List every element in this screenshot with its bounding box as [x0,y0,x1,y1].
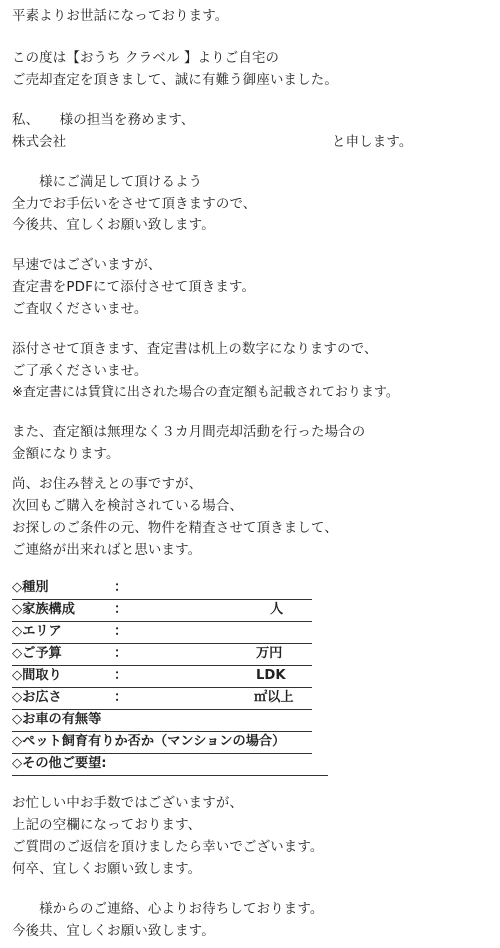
commitment-line-2: 全力でお手伝いをさせて頂きますので、 [12,197,257,212]
request-line-4: 何卒、宜しくお願い致します。 [12,862,202,877]
relocation-line-1: 尚、お住み替えとの事ですが、 [12,477,203,492]
commitment-line-1: 様にご満足して頂けるよう [12,175,203,190]
relocation-line-3: お探しのご条件の元、物件を精査させて頂きまして、 [12,521,338,536]
form-row-family [12,601,312,622]
form-row-layout [12,667,312,688]
amount-note-line-1: また、査定額は無理なく３カ月間売却活動を行った場合の [12,425,366,440]
form-unit-family: 人 [270,602,284,617]
form-row-other [12,755,328,776]
form-label-budget: ◇ご予算 [12,646,62,661]
form-label-family: ◇家族構成 [12,602,75,617]
note-line-1: 添付させて頂きます、査定書は机上の数字になりますので、 [12,342,378,357]
form-unit-budget: 万円 [256,646,283,661]
form-label-area: ◇エリア [12,624,62,639]
form-row-size [12,689,312,710]
form-label-layout: ◇間取り [12,668,62,683]
commitment-line-3: 今後共、宜しくお願い致します。 [12,218,215,233]
relocation-line-4: ご連絡が出来ればと思います。 [12,543,202,558]
intro-line-1: この度は【おうち クラベル 】よりご自宅の [12,51,280,66]
form-colon-size: ： [114,690,128,705]
company-label: 株式会社 [12,135,67,150]
form-row-car [12,711,312,732]
form-row-area [12,623,312,644]
attachment-line-1: 早速ではございますが、 [12,258,162,273]
form-label-other: ◇その他ご要望: [12,756,107,771]
form-row-budget [12,645,312,666]
form-row-type [12,579,312,600]
closing-line-2: 今後共、宜しくお願い致します。 [12,924,215,939]
request-line-1: お忙しい中お手数ではございますが、 [12,796,244,811]
form-colon-layout: ： [114,668,128,683]
form-colon-type: ： [114,580,128,595]
closing-line-1: 様からのご連絡、心よりお待ちしております。 [12,902,324,917]
note-line-2: ご了承くださいませ。 [12,364,148,379]
request-line-2: 上記の空欄になっております、 [12,818,202,833]
form-colon-area: ： [114,624,128,639]
note-line-3: ※査定書には賃貸に出された場合の査定額も記載されております。 [12,385,399,400]
form-row-pet [12,733,312,754]
form-label-size: ◇お広さ [12,690,62,705]
form-colon-family: ： [114,602,128,617]
intro-line-2: ご売却査定を頂きまして、誠に有難う御座いました。 [12,73,338,88]
form-unit-size: ㎡以上 [254,690,294,705]
amount-note-line-2: 金額になります。 [12,447,120,462]
greeting-text: 平素よりお世話になっております。 [12,9,229,24]
attachment-line-2: 査定書をPDFにて添付させて頂きます。 [12,280,256,295]
form-label-car: ◇お車の有無等 [12,712,102,727]
request-line-3: ご質問のご返信を頂けましたら幸いでございます。 [12,840,324,855]
form-label-pet: ◇ペット飼育有りか否か（マンションの場合） [12,734,286,749]
self-intro-line: 私、 様の担当を務めます、 [12,113,195,128]
relocation-line-2: 次回もご購入を検討されている場合、 [12,499,244,514]
self-intro-closing: と申します。 [332,135,413,150]
attachment-line-3: ご査収くださいませ。 [12,302,148,317]
form-colon-budget: ： [114,646,128,661]
form-label-type: ◇種別 [12,580,49,595]
form-unit-layout: LDK [256,668,286,683]
